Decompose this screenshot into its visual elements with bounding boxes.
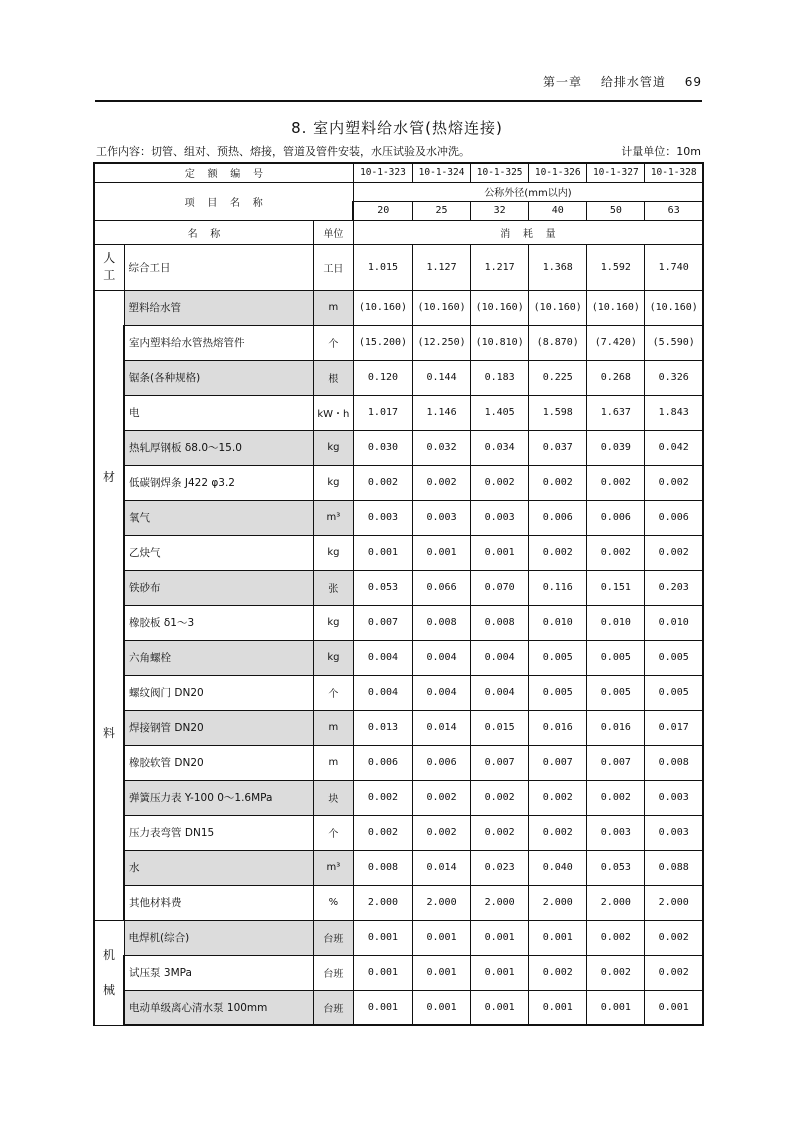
consumption-value: 0.006 xyxy=(587,500,645,535)
category-char: 人 xyxy=(103,251,116,266)
consumption-value: 0.010 xyxy=(645,605,703,640)
table-row xyxy=(94,675,703,710)
item-name: 螺纹阀门 DN20 xyxy=(124,675,313,710)
consumption-value: (12.250) xyxy=(413,325,471,360)
consumption-value: 0.016 xyxy=(529,710,587,745)
consumption-value: 0.002 xyxy=(645,920,703,955)
quota-code: 10-1-325 xyxy=(471,163,529,182)
table-row xyxy=(94,535,703,570)
column-header-row xyxy=(94,220,703,244)
consumption-value: 0.001 xyxy=(471,535,529,570)
consumption-value: 0.007 xyxy=(353,605,412,640)
consumption-value: 0.042 xyxy=(645,430,703,465)
consumption-value: 0.001 xyxy=(353,535,412,570)
consumption-value: 2.000 xyxy=(645,885,703,920)
consumption-value: 0.183 xyxy=(471,360,529,395)
item-name: 弹簧压力表 Y-100 0～1.6MPa xyxy=(124,780,313,815)
consumption-value: 0.003 xyxy=(645,815,703,850)
consumption-value: 0.023 xyxy=(471,850,529,885)
table-row xyxy=(94,500,703,535)
consumption-value: 0.053 xyxy=(353,570,412,605)
item-name: 其他材料费 xyxy=(124,885,313,920)
consumption-value: 0.006 xyxy=(353,745,412,780)
consumption-value: 0.007 xyxy=(587,745,645,780)
consumption-value: 0.002 xyxy=(529,815,587,850)
chapter-label: 第一章 xyxy=(543,75,583,89)
consumption-value: 1.405 xyxy=(471,395,529,430)
consumption-value: (10.160) xyxy=(353,290,412,325)
consumption-value: 2.000 xyxy=(471,885,529,920)
table-row xyxy=(94,430,703,465)
code-row xyxy=(94,163,703,182)
item-unit: 工日 xyxy=(313,244,353,290)
consumption-value: 0.001 xyxy=(353,955,412,990)
consumption-value: 0.004 xyxy=(471,675,529,710)
consumption-value: 0.001 xyxy=(529,920,587,955)
consumption-value: 0.005 xyxy=(587,640,645,675)
consumption-value: 0.010 xyxy=(529,605,587,640)
consumption-value: 1.592 xyxy=(587,244,645,290)
quota-label: 定 额 编 号 xyxy=(94,163,353,182)
item-unit: kg xyxy=(313,465,353,500)
diameter-label-row xyxy=(94,182,703,201)
consumption-value: 0.004 xyxy=(413,675,471,710)
consumption-value: 0.015 xyxy=(471,710,529,745)
quota-code: 10-1-328 xyxy=(645,163,703,182)
page-number: 69 xyxy=(684,75,702,89)
consumption-value: 0.039 xyxy=(587,430,645,465)
consumption-value: 0.016 xyxy=(587,710,645,745)
table-row xyxy=(94,990,703,1025)
item-name: 氧气 xyxy=(124,500,313,535)
consumption-value: 1.637 xyxy=(587,395,645,430)
item-unit: 块 xyxy=(313,780,353,815)
item-name: 橡胶板 δ1～3 xyxy=(124,605,313,640)
item-name: 压力表弯管 DN15 xyxy=(124,815,313,850)
consumption-value: 0.005 xyxy=(587,675,645,710)
item-unit: 个 xyxy=(313,325,353,360)
consumption-value: 0.116 xyxy=(529,570,587,605)
item-unit: m³ xyxy=(313,500,353,535)
consumption-value: 0.225 xyxy=(529,360,587,395)
consumption-value: (5.590) xyxy=(645,325,703,360)
item-unit: 个 xyxy=(313,675,353,710)
item-name: 焊接钢管 DN20 xyxy=(124,710,313,745)
item-name: 室内塑料给水管热熔管件 xyxy=(124,325,313,360)
consumption-value: 0.034 xyxy=(471,430,529,465)
consumption-value: 0.013 xyxy=(353,710,412,745)
category-char: 材 xyxy=(103,469,116,484)
item-unit: m³ xyxy=(313,850,353,885)
category-cell xyxy=(94,920,124,1025)
item-unit: kg xyxy=(313,640,353,675)
consumption-value: 0.005 xyxy=(645,675,703,710)
consumption-value: 0.203 xyxy=(645,570,703,605)
consumption-value: (15.200) xyxy=(353,325,412,360)
consumption-value: 0.014 xyxy=(413,850,471,885)
consumption-value: 0.002 xyxy=(587,535,645,570)
table-row xyxy=(94,360,703,395)
consumption-value: 0.030 xyxy=(353,430,412,465)
item-unit: m xyxy=(313,745,353,780)
consumption-value: 0.001 xyxy=(587,990,645,1025)
item-name: 热轧厚钢板 δ8.0～15.0 xyxy=(124,430,313,465)
item-unit: 张 xyxy=(313,570,353,605)
consumption-value: 0.002 xyxy=(471,780,529,815)
item-name: 六角螺栓 xyxy=(124,640,313,675)
item-unit: 个 xyxy=(313,815,353,850)
consumption-value: 0.001 xyxy=(471,920,529,955)
consumption-value: 0.040 xyxy=(529,850,587,885)
diameter-value: 20 xyxy=(353,201,412,220)
consumption-value: 0.144 xyxy=(413,360,471,395)
consumption-value: 0.268 xyxy=(587,360,645,395)
quota-code: 10-1-326 xyxy=(529,163,587,182)
consumption-value: 0.001 xyxy=(471,955,529,990)
quota-code: 10-1-323 xyxy=(353,163,412,182)
consumption-value: 1.740 xyxy=(645,244,703,290)
consumption-value: 0.003 xyxy=(645,780,703,815)
consumption-value: 0.037 xyxy=(529,430,587,465)
consumption-value: 0.002 xyxy=(587,920,645,955)
consumption-value: 0.002 xyxy=(413,780,471,815)
consumption-value: 0.001 xyxy=(413,920,471,955)
table-row xyxy=(94,395,703,430)
consumption-value: 0.004 xyxy=(353,675,412,710)
unit-header: 单位 xyxy=(313,220,353,244)
consumption-value: 1.217 xyxy=(471,244,529,290)
table-row xyxy=(94,850,703,885)
consumption-value: 0.005 xyxy=(645,640,703,675)
consumption-value: 0.006 xyxy=(645,500,703,535)
consumption-value: (10.160) xyxy=(587,290,645,325)
consumption-value: 0.053 xyxy=(587,850,645,885)
item-name: 塑料给水管 xyxy=(124,290,313,325)
item-name: 水 xyxy=(124,850,313,885)
table-row xyxy=(94,745,703,780)
unit-note: 计量单位：10m xyxy=(621,145,701,158)
table-row xyxy=(94,325,703,360)
table-row xyxy=(94,605,703,640)
item-name: 试压泵 3MPa xyxy=(124,955,313,990)
consumption-value: 0.066 xyxy=(413,570,471,605)
consumption-value: 0.008 xyxy=(645,745,703,780)
consumption-value: 0.001 xyxy=(413,535,471,570)
consumption-value: 1.146 xyxy=(413,395,471,430)
consumption-value: 0.003 xyxy=(413,500,471,535)
consumption-value: 0.004 xyxy=(353,640,412,675)
consumption-value: 1.598 xyxy=(529,395,587,430)
consumption-value: (10.160) xyxy=(529,290,587,325)
consumption-value: 0.017 xyxy=(645,710,703,745)
table-row xyxy=(94,710,703,745)
consumption-value: 1.127 xyxy=(413,244,471,290)
consumption-value: 0.002 xyxy=(529,780,587,815)
diameter-value: 25 xyxy=(413,201,471,220)
table-row xyxy=(94,640,703,675)
diameter-value: 32 xyxy=(471,201,529,220)
quota-table xyxy=(93,162,704,1026)
consumption-value: 0.008 xyxy=(413,605,471,640)
consumption-value: 0.007 xyxy=(471,745,529,780)
table-row xyxy=(94,244,703,290)
consumption-value: 0.002 xyxy=(529,465,587,500)
consumption-value: (10.160) xyxy=(413,290,471,325)
consumption-value: 0.005 xyxy=(529,640,587,675)
consumption-value: (10.160) xyxy=(471,290,529,325)
consumption-value: 0.326 xyxy=(645,360,703,395)
running-head xyxy=(529,73,702,90)
diameter-value: 40 xyxy=(529,201,587,220)
consumption-value: 0.001 xyxy=(413,955,471,990)
quota-code: 10-1-324 xyxy=(413,163,471,182)
consumption-value: 0.002 xyxy=(587,780,645,815)
consumption-value: 1.843 xyxy=(645,395,703,430)
item-unit: 台班 xyxy=(313,955,353,990)
consumption-value: 2.000 xyxy=(587,885,645,920)
section-label: 给排水管道 xyxy=(600,75,666,89)
consumption-value: 1.017 xyxy=(353,395,412,430)
consumption-value: 0.006 xyxy=(529,500,587,535)
item-unit: 台班 xyxy=(313,990,353,1025)
consumption-value: 0.002 xyxy=(645,955,703,990)
category-char: 料 xyxy=(103,725,116,740)
item-name: 综合工日 xyxy=(124,244,313,290)
consumption-value: (10.160) xyxy=(645,290,703,325)
consumption-value: 0.002 xyxy=(413,465,471,500)
consumption-value: 0.001 xyxy=(413,990,471,1025)
item-unit: kW・h xyxy=(313,395,353,430)
item-name: 电 xyxy=(124,395,313,430)
consumption-value: 0.002 xyxy=(645,535,703,570)
consumption-value: 0.070 xyxy=(471,570,529,605)
consumption-value: 2.000 xyxy=(413,885,471,920)
consumption-value: (10.810) xyxy=(471,325,529,360)
item-unit: kg xyxy=(313,535,353,570)
consumption-value: 0.002 xyxy=(529,535,587,570)
table-row xyxy=(94,290,703,325)
item-name: 电焊机(综合) xyxy=(124,920,313,955)
consumption-value: 0.088 xyxy=(645,850,703,885)
consumption-value: 0.001 xyxy=(353,920,412,955)
item-name: 电动单级离心清水泵 100mm xyxy=(124,990,313,1025)
consumption-value: 0.004 xyxy=(471,640,529,675)
category-char: 机 xyxy=(103,947,116,962)
table-row xyxy=(94,920,703,955)
consumption-value: 0.002 xyxy=(587,955,645,990)
diameter-value: 50 xyxy=(587,201,645,220)
category-cell xyxy=(94,244,124,290)
consumption-value: 0.003 xyxy=(471,500,529,535)
consumption-value: 0.004 xyxy=(413,640,471,675)
category-char: 械 xyxy=(103,982,116,997)
item-name: 橡胶软管 DN20 xyxy=(124,745,313,780)
category-cell xyxy=(94,290,124,920)
consumption-value: 0.002 xyxy=(353,815,412,850)
consumption-value: 0.007 xyxy=(529,745,587,780)
item-unit: m xyxy=(313,290,353,325)
consumption-value: 0.006 xyxy=(413,745,471,780)
diameter-value: 63 xyxy=(645,201,703,220)
consumption-value: 0.001 xyxy=(645,990,703,1025)
work-content: 工作内容：切管、组对、预热、熔接，管道及管件安装，水压试验及水冲洗。 xyxy=(96,145,470,158)
table-row xyxy=(94,465,703,500)
consumption-value: 0.008 xyxy=(471,605,529,640)
consumption-value: 0.002 xyxy=(529,955,587,990)
consumption-value: 0.010 xyxy=(587,605,645,640)
item-unit: % xyxy=(313,885,353,920)
consumption-value: 0.002 xyxy=(471,815,529,850)
table-row xyxy=(94,570,703,605)
page-header xyxy=(95,68,702,102)
item-unit: 台班 xyxy=(313,920,353,955)
consumption-value: 0.002 xyxy=(471,465,529,500)
consumption-value: 0.002 xyxy=(413,815,471,850)
consumption-value: 0.001 xyxy=(529,990,587,1025)
item-unit: kg xyxy=(313,605,353,640)
category-char: 工 xyxy=(103,268,116,282)
consumption-value: 0.151 xyxy=(587,570,645,605)
consumption-value: 0.001 xyxy=(353,990,412,1025)
consumption-value: 0.008 xyxy=(353,850,412,885)
consumption-value: 0.002 xyxy=(353,465,412,500)
consumption-value: 0.120 xyxy=(353,360,412,395)
quota-code: 10-1-327 xyxy=(587,163,645,182)
item-label: 项 目 名 称 xyxy=(94,182,353,220)
item-unit: 根 xyxy=(313,360,353,395)
table-row xyxy=(94,955,703,990)
table-row xyxy=(94,815,703,850)
name-header: 名 称 xyxy=(94,220,313,244)
consumption-value: (8.870) xyxy=(529,325,587,360)
diameter-label: 公称外径(mm以内) xyxy=(353,182,703,201)
consumption-value: 0.002 xyxy=(587,465,645,500)
consumption-value: 0.002 xyxy=(353,780,412,815)
table-row xyxy=(94,885,703,920)
consumption-value: 0.014 xyxy=(413,710,471,745)
consumption-value: 2.000 xyxy=(353,885,412,920)
page-title: 8. 室内塑料给水管(热熔连接) xyxy=(291,119,503,137)
consumption-value: 2.000 xyxy=(529,885,587,920)
table-row xyxy=(94,780,703,815)
item-name: 低碳钢焊条 J422 φ3.2 xyxy=(124,465,313,500)
consumption-value: 1.015 xyxy=(353,244,412,290)
consumption-value: 0.003 xyxy=(587,815,645,850)
item-name: 乙炔气 xyxy=(124,535,313,570)
consumption-value: 0.005 xyxy=(529,675,587,710)
item-name: 铁砂布 xyxy=(124,570,313,605)
consumption-value: 0.002 xyxy=(645,465,703,500)
item-unit: kg xyxy=(313,430,353,465)
item-unit: m xyxy=(313,710,353,745)
consumption-value: (7.420) xyxy=(587,325,645,360)
item-name: 锯条(各种规格) xyxy=(124,360,313,395)
consumption-header: 消 耗 量 xyxy=(353,220,703,244)
consumption-value: 0.001 xyxy=(471,990,529,1025)
consumption-value: 1.368 xyxy=(529,244,587,290)
consumption-value: 0.032 xyxy=(413,430,471,465)
consumption-value: 0.003 xyxy=(353,500,412,535)
